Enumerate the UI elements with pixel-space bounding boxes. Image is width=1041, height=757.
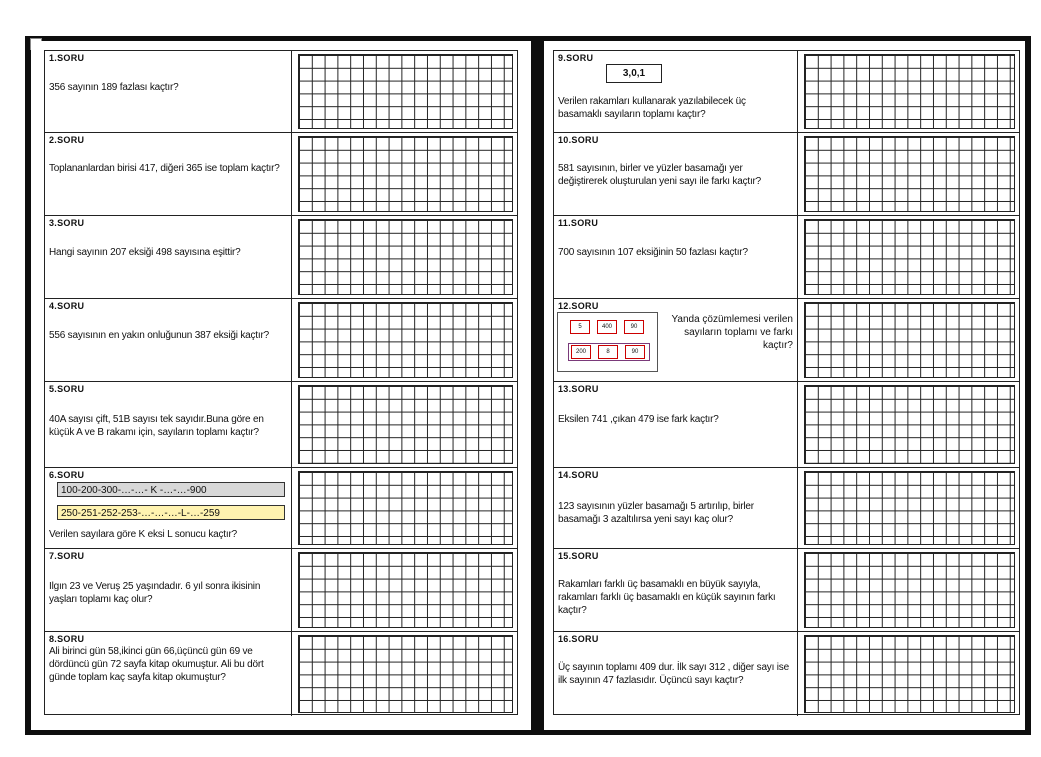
answer-grid[interactable] (804, 136, 1015, 212)
question-cell (554, 216, 798, 298)
answer-grid[interactable] (804, 635, 1015, 713)
question-cell (45, 299, 292, 381)
question-text: 556 sayısının en yakın onluğunun 387 eksiği kaçtır? (49, 330, 269, 341)
place-value-cell: 90 (625, 345, 645, 359)
question-cell (554, 549, 798, 631)
answer-grid[interactable] (298, 54, 513, 129)
place-value-cell: 200 (571, 345, 591, 359)
question-text: Eksilen 741 ,çıkan 479 ise fark kaçtır? (558, 414, 719, 425)
answer-grid[interactable] (804, 385, 1015, 464)
question-text: Verilen rakamları kullanarak yazılabilecek üç basamaklı sayıların toplamı kaçtır? (558, 96, 746, 120)
sequence-k: 100-200-300-…-…- K -…-…-900 (57, 482, 285, 497)
question-row-4 (45, 299, 517, 382)
question-cell (45, 51, 292, 132)
question-cell (554, 51, 798, 132)
place-value-cell: 5 (570, 320, 590, 334)
question-number: 10.SORU (558, 135, 599, 145)
question-text: Yanda çözümlemesi verilen sayıların toplamı ve farkı kaçtır? (671, 314, 793, 351)
question-cell (554, 632, 798, 716)
question-row-9 (554, 51, 1019, 133)
question-cell (45, 133, 292, 215)
question-cell (554, 299, 798, 381)
question-text: 700 sayısının 107 eksiğinin 50 fazlası kaçtır? (558, 247, 748, 258)
question-text: Ali birinci gün 58,ikinci gün 66,üçüncü gün 69 ve dördüncü gün 72 sayfa kitap okumuştur. Ali bu dört günde toplam kaç sayfa kitap okumuştur? (49, 646, 264, 683)
question-cell (45, 549, 292, 631)
question-cell (45, 216, 292, 298)
answer-grid[interactable] (804, 471, 1015, 545)
question-number: 9.SORU (558, 53, 594, 63)
right-page (544, 41, 1025, 730)
question-text: Rakamları farklı üç basamaklı en büyük sayıyla, rakamları farklı üç basamaklı en küçük sayının farkı kaçtır? (558, 579, 776, 616)
question-number: 1.SORU (49, 53, 85, 63)
answer-grid[interactable] (804, 219, 1015, 295)
question-text: 356 sayının 189 fazlası kaçtır? (49, 82, 179, 93)
question-text: Üç sayının toplamı 409 dur. İlk sayı 312 , diğer sayı ise ilk sayının 47 fazlasıdır. Üçüncü sayı kaçtır? (558, 662, 789, 686)
question-number: 14.SORU (558, 470, 599, 480)
place-value-row-2 (568, 343, 650, 361)
question-row-1 (45, 51, 517, 133)
question-number: 4.SORU (49, 301, 85, 311)
question-row-13 (554, 382, 1019, 468)
question-row-12 (554, 299, 1019, 382)
question-number: 8.SORU (49, 634, 85, 644)
question-text: Verilen sayılara göre K eksi L sonucu kaçtır? (49, 529, 237, 540)
question-number: 6.SORU (49, 470, 85, 480)
left-page (31, 41, 531, 730)
question-row-5 (45, 382, 517, 468)
question-cell (45, 468, 292, 548)
question-number: 12.SORU (558, 301, 599, 311)
question-row-6 (45, 468, 517, 549)
right-question-table (553, 50, 1020, 715)
answer-grid[interactable] (298, 385, 513, 464)
question-row-16 (554, 632, 1019, 716)
question-number: 2.SORU (49, 135, 85, 145)
answer-grid[interactable] (298, 219, 513, 295)
question-text: Ilgın 23 ve Veruş 25 yaşındadır. 6 yıl sonra ikisinin yaşları toplamı kaç olur? (49, 581, 261, 605)
question-number: 5.SORU (49, 384, 85, 394)
question-cell (554, 468, 798, 548)
answer-grid[interactable] (804, 302, 1015, 378)
answer-grid[interactable] (298, 635, 513, 713)
question-row-2 (45, 133, 517, 216)
answer-grid[interactable] (298, 471, 513, 545)
question-row-11 (554, 216, 1019, 299)
digits-box: 3,0,1 (606, 64, 662, 83)
question-row-14 (554, 468, 1019, 549)
question-cell (554, 133, 798, 215)
question-cell (45, 632, 292, 716)
question-text: Hangi sayının 207 eksiği 498 sayısına eşittir? (49, 247, 241, 258)
answer-grid[interactable] (804, 54, 1015, 129)
question-row-7 (45, 549, 517, 632)
place-value-cell: 8 (598, 345, 618, 359)
question-text: 581 sayısının, birler ve yüzler basamağı yer değiştirerek oluşturulan yeni sayı ile farkı kaçtır? (558, 163, 762, 187)
question-cell (554, 382, 798, 467)
question-row-8 (45, 632, 517, 716)
question-row-3 (45, 216, 517, 299)
question-number: 3.SORU (49, 218, 85, 228)
question-cell (45, 382, 292, 467)
place-value-cell: 90 (624, 320, 644, 334)
question-text: 40A sayısı çift, 51B sayısı tek sayıdır.Buna göre en küçük A ve B rakamı için, sayıların toplamı kaçtır? (49, 414, 264, 438)
sequence-l: 250-251-252-253-…-…-…-L-…-259 (57, 505, 285, 520)
left-question-table (44, 50, 518, 715)
question-number: 7.SORU (49, 551, 85, 561)
place-value-diagram (557, 312, 658, 372)
answer-grid[interactable] (298, 552, 513, 628)
question-row-10 (554, 133, 1019, 216)
answer-grid[interactable] (804, 552, 1015, 628)
place-value-row-1 (568, 319, 648, 335)
question-text: Toplananlardan birisi 417, diğeri 365 ise toplam kaçtır? (49, 163, 280, 174)
question-number: 16.SORU (558, 634, 599, 644)
place-value-cell: 400 (597, 320, 617, 334)
question-number: 13.SORU (558, 384, 599, 394)
question-number: 15.SORU (558, 551, 599, 561)
question-number: 11.SORU (558, 218, 599, 228)
answer-grid[interactable] (298, 136, 513, 212)
answer-grid[interactable] (298, 302, 513, 378)
question-row-15 (554, 549, 1019, 632)
question-text: 123 sayısının yüzler basamağı 5 artırılıp, birler basamağı 3 azaltılırsa yeni sayı kaç olur? (558, 501, 754, 525)
